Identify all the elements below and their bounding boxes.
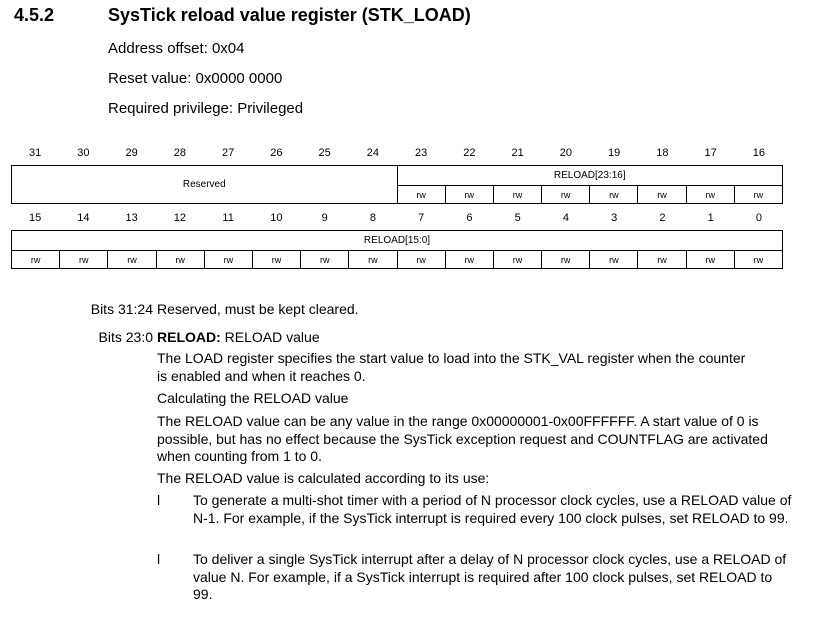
upper-bit-number: 29 (125, 147, 138, 159)
lower-bit-numbers (11, 212, 783, 224)
lower-bit-number: 9 (321, 212, 328, 224)
upper-bit-number: 17 (704, 147, 717, 159)
reload-paragraph-2: Calculating the RELOAD value (157, 390, 349, 406)
lower-bit-number: 14 (77, 212, 90, 224)
reload-heading (157, 329, 320, 347)
section-number: 4.5.2 (14, 5, 55, 25)
reload-high-field: RELOAD[23:16] (397, 166, 783, 186)
access-cell: rw (686, 251, 734, 269)
bullet-text-1: To generate a multi-shot timer with a period of N processor clock cycles, use a RELOAD value of N-1. For example, if the SysTick interrupt is required every 100 clock pulses, set RELOAD to 99. (193, 492, 792, 526)
address-offset: Address offset: 0x04 (108, 40, 245, 57)
access-cell: rw (638, 186, 686, 204)
reload-low-field: RELOAD[15:0] (12, 231, 783, 251)
access-cell: rw (542, 251, 590, 269)
upper-bit-number: 23 (415, 147, 428, 159)
bullet-text-2: To deliver a single SysTick interrupt after a delay of N processor clock cycles, use a RELOAD of value N. For example, if a SysTick interrupt is required after 100 clock pulses, set RELOAD to 99. (193, 551, 787, 602)
access-cell: rw (108, 251, 156, 269)
lower-bit-number: 10 (270, 212, 283, 224)
reload-paragraph-1: The LOAD register specifies the start value to load into the STK_VAL register when the counter is enabled and when it reaches 0. (157, 350, 746, 384)
upper-bit-number: 27 (222, 147, 235, 159)
access-cell: rw (12, 251, 60, 269)
lower-bit-number: 0 (755, 212, 762, 224)
reload-field-title: RELOAD value (220, 329, 320, 345)
upper-bit-number: 16 (752, 147, 765, 159)
access-cell: rw (445, 251, 493, 269)
reset-value: Reset value: 0x0000 0000 (108, 70, 283, 87)
access-cell: rw (397, 186, 445, 204)
access-cell: rw (638, 251, 686, 269)
reserved-description: Reserved, must be kept cleared. (157, 301, 359, 317)
reserved-field: Reserved (12, 166, 398, 204)
upper-bit-number: 21 (511, 147, 524, 159)
register-lower-half (11, 230, 783, 269)
lower-bit-number: 11 (222, 212, 234, 224)
access-cell: rw (252, 251, 300, 269)
access-cell: rw (445, 186, 493, 204)
lower-bit-number: 7 (418, 212, 425, 224)
access-cell: rw (156, 251, 204, 269)
lower-bit-number: 6 (466, 212, 473, 224)
upper-bit-number: 31 (29, 147, 42, 159)
access-cell: rw (590, 251, 638, 269)
register-upper-half (11, 165, 783, 204)
upper-bit-number: 25 (318, 147, 331, 159)
reserved-bits-label: Bits 31:24 (90, 301, 153, 317)
access-cell: rw (686, 186, 734, 204)
upper-bit-number: 30 (77, 147, 90, 159)
access-cell: rw (734, 186, 782, 204)
access-cell: rw (60, 251, 108, 269)
access-cell: rw (349, 251, 397, 269)
lower-bit-number: 5 (514, 212, 521, 224)
access-cell: rw (734, 251, 782, 269)
lower-bit-number: 3 (611, 212, 618, 224)
upper-bit-number: 28 (173, 147, 186, 159)
lower-bit-number: 8 (369, 212, 376, 224)
lower-bit-number: 2 (659, 212, 666, 224)
upper-bit-number: 22 (463, 147, 476, 159)
section-title: SysTick reload value register (STK_LOAD) (108, 5, 471, 25)
access-cell: rw (493, 251, 541, 269)
upper-bit-number: 26 (270, 147, 283, 159)
access-cell: rw (397, 251, 445, 269)
access-cell: rw (590, 186, 638, 204)
upper-bit-number: 24 (366, 147, 379, 159)
lower-bit-number: 12 (173, 212, 186, 224)
bullet-marker-2: l (157, 551, 161, 567)
lower-bit-number: 4 (562, 212, 569, 224)
upper-bit-number: 20 (559, 147, 572, 159)
access-cell: rw (204, 251, 252, 269)
upper-bit-number: 18 (656, 147, 669, 159)
upper-bit-number: 19 (608, 147, 621, 159)
reload-paragraph-3: The RELOAD value can be any value in the range 0x00000001-0x00FFFFFF. A start value of 0 is possible, but has no effect because the SysTick exception request and COUNTFLAG are activated when counting from 1 to 0. (157, 413, 768, 464)
reload-paragraph-4: The RELOAD value is calculated according to its use: (157, 470, 490, 486)
bullet-marker-1: l (157, 492, 161, 508)
reload-bits-label: Bits 23:0 (98, 329, 153, 345)
required-privilege: Required privilege: Privileged (108, 100, 304, 117)
reload-field-name: RELOAD: (157, 329, 221, 345)
lower-access-row (12, 251, 783, 269)
lower-bit-number: 1 (707, 212, 714, 224)
lower-bit-number: 13 (125, 212, 138, 224)
upper-bit-numbers (11, 147, 783, 159)
lower-bit-number: 15 (29, 212, 42, 224)
access-cell: rw (542, 186, 590, 204)
access-cell: rw (493, 186, 541, 204)
access-cell: rw (301, 251, 349, 269)
